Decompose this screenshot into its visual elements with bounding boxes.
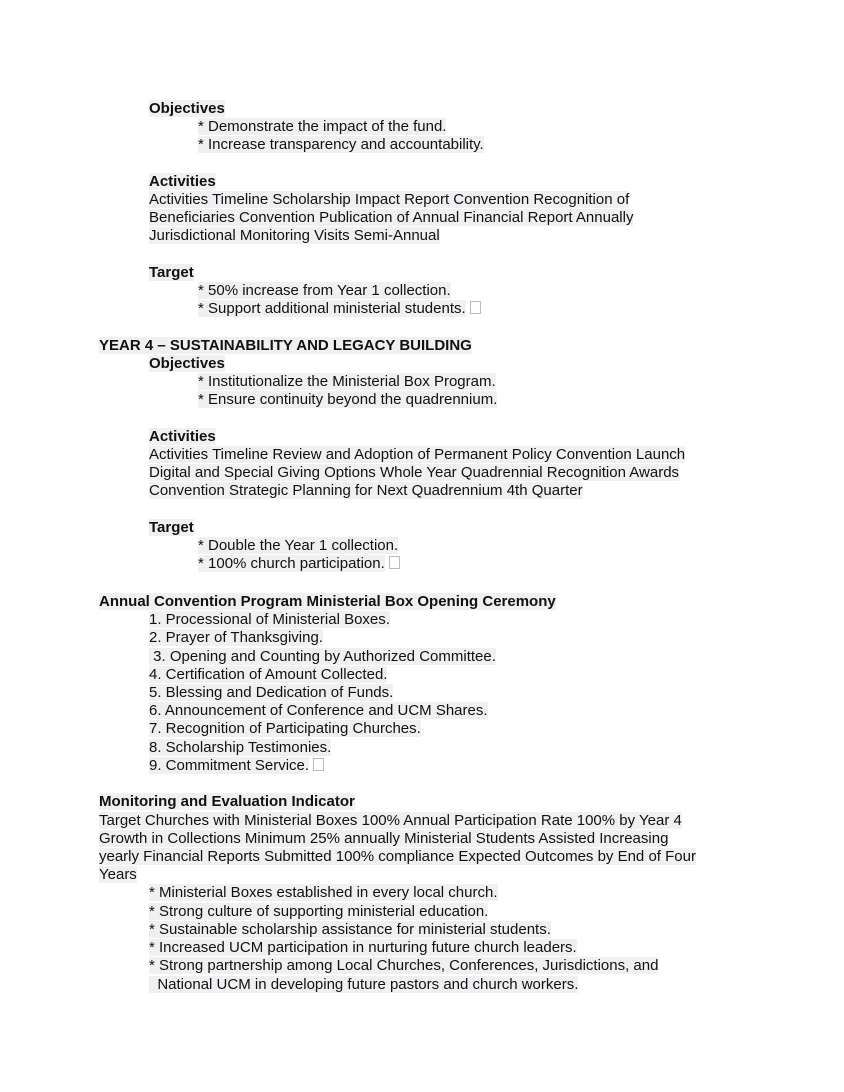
target-heading: Target: [149, 519, 194, 536]
outcome-item: * Ministerial Boxes established in every local church.: [149, 884, 498, 901]
outcome-item: * Sustainable scholarship assistance for ministerial students.: [149, 921, 551, 938]
activities-heading: Activities: [149, 173, 216, 190]
target-heading: Target: [149, 264, 194, 281]
ceremony-item: 9. Commitment Service.: [149, 757, 324, 775]
placeholder-glyph-icon: [389, 556, 400, 569]
outcome-item: * Increased UCM participation in nurturing future church leaders.: [149, 939, 577, 956]
placeholder-glyph-icon: [313, 758, 324, 771]
target-item: * Double the Year 1 collection.: [198, 537, 399, 554]
activities-line: Activities Timeline Scholarship Impact Report Convention Recognition of: [149, 191, 630, 208]
ceremony-item: 5. Blessing and Dedication of Funds.: [149, 684, 394, 701]
outcome-item: * Strong partnership among Local Churches, Conferences, Jurisdictions, and: [149, 957, 659, 974]
monitoring-title: Monitoring and Evaluation Indicator: [99, 793, 355, 810]
objective-item: * Demonstrate the impact of the fund.: [198, 118, 447, 135]
target-item: * 50% increase from Year 1 collection.: [198, 282, 451, 299]
ceremony-title: Annual Convention Program Ministerial Box Opening Ceremony: [99, 593, 556, 610]
ceremony-item: 6. Announcement of Conference and UCM Shares.: [149, 702, 488, 719]
ceremony-item: 4. Certification of Amount Collected.: [149, 666, 388, 683]
activities-line: Beneficiaries Convention Publication of Annual Financial Report Annually: [149, 209, 634, 226]
outcome-item: National UCM in developing future pastors and church workers.: [149, 976, 579, 993]
ceremony-item: 3. Opening and Counting by Authorized Committee.: [149, 648, 496, 665]
activities-line: Digital and Special Giving Options Whole Year Quadrennial Recognition Awards: [149, 464, 680, 481]
ceremony-item: 7. Recognition of Participating Churches.: [149, 720, 421, 737]
monitoring-line: Growth in Collections Minimum 25% annually Ministerial Students Assisted Increasing: [99, 830, 669, 847]
ceremony-item: 1. Processional of Ministerial Boxes.: [149, 611, 390, 628]
monitoring-line: Years: [99, 866, 137, 883]
objective-item: * Institutionalize the Ministerial Box Program.: [198, 373, 496, 390]
year4-title: YEAR 4 – SUSTAINABILITY AND LEGACY BUILDING: [99, 337, 472, 354]
ceremony-item: 8. Scholarship Testimonies.: [149, 739, 332, 756]
activities-heading: Activities: [149, 428, 216, 445]
target-item: * 100% church participation.: [198, 555, 400, 573]
placeholder-glyph-icon: [470, 301, 481, 314]
activities-line: Activities Timeline Review and Adoption of Permanent Policy Convention Launch: [149, 446, 686, 463]
objective-item: * Ensure continuity beyond the quadrennium.: [198, 391, 498, 408]
objectives-heading: Objectives: [149, 100, 225, 117]
objective-item: * Increase transparency and accountability.: [198, 136, 484, 153]
objectives-heading: Objectives: [149, 355, 225, 372]
monitoring-line: yearly Financial Reports Submitted 100% compliance Expected Outcomes by End of Four: [99, 848, 696, 865]
outcome-item: * Strong culture of supporting ministerial education.: [149, 903, 489, 920]
activities-line: Jurisdictional Monitoring Visits Semi-Annual: [149, 227, 440, 244]
ceremony-item: 2. Prayer of Thanksgiving.: [149, 629, 323, 646]
monitoring-line: Target Churches with Ministerial Boxes 100% Annual Participation Rate 100% by Year 4: [99, 812, 682, 829]
target-item: * Support additional ministerial students.: [198, 300, 481, 318]
activities-line: Convention Strategic Planning for Next Quadrennium 4th Quarter: [149, 482, 583, 499]
